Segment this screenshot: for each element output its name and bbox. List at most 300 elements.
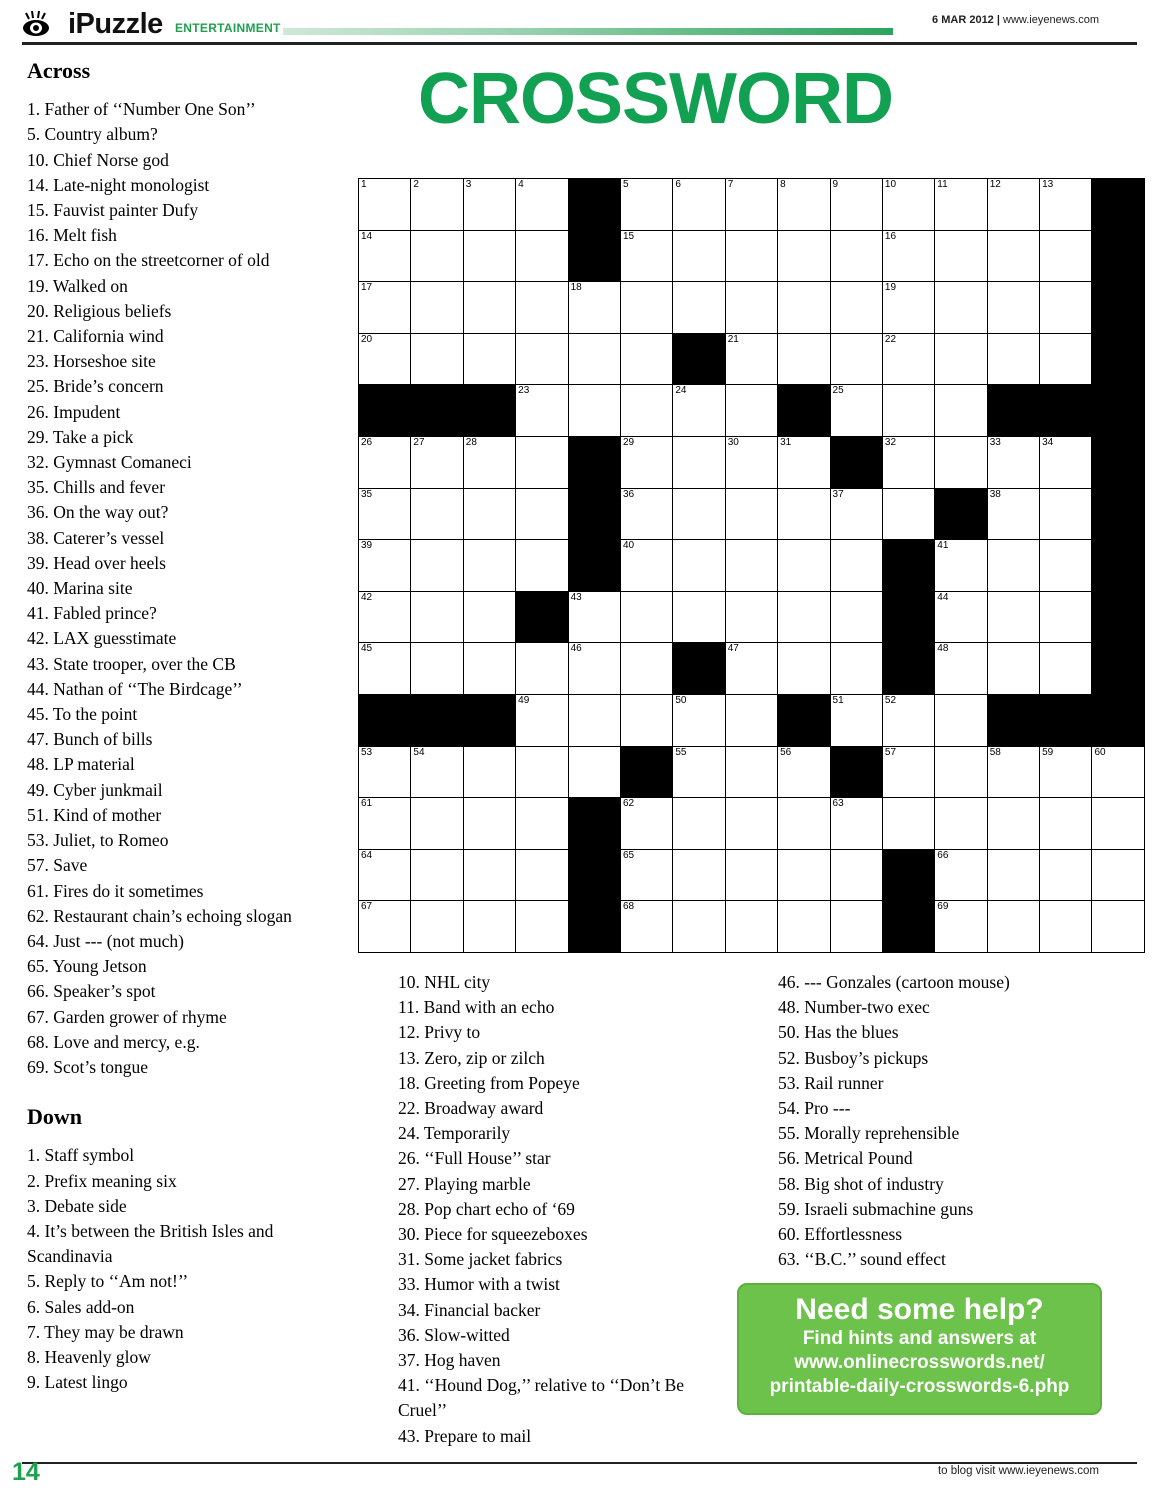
across-clue: 26. Impudent — [27, 401, 121, 422]
grid-row — [359, 591, 1145, 643]
grid-cell[interactable] — [411, 798, 463, 850]
grid-cell[interactable] — [830, 385, 882, 437]
grid-cell[interactable] — [359, 540, 411, 592]
grid-cell[interactable] — [411, 333, 463, 385]
grid-row — [359, 333, 1145, 385]
grid-cell[interactable] — [411, 488, 463, 540]
grid-cell[interactable] — [411, 849, 463, 901]
grid-cell[interactable] — [935, 643, 987, 695]
grid-cell[interactable] — [620, 643, 672, 695]
grid-cell[interactable] — [568, 591, 620, 643]
grid-cell[interactable] — [463, 849, 515, 901]
grid-cell[interactable] — [882, 798, 934, 850]
grid-cell[interactable] — [830, 591, 882, 643]
header-date: 6 MAR 2012 — [932, 14, 994, 26]
grid-cell[interactable] — [935, 333, 987, 385]
grid-row — [359, 694, 1145, 746]
grid-cell[interactable] — [411, 746, 463, 798]
grid-cell[interactable] — [359, 901, 411, 953]
across-clue: 38. Caterer’s vessel — [27, 527, 165, 548]
grid-cell[interactable] — [673, 901, 725, 953]
grid-cell[interactable] — [987, 488, 1039, 540]
header-divider — [22, 42, 1137, 45]
grid-cell[interactable] — [1040, 333, 1092, 385]
grid-cell-number: 46 — [570, 643, 582, 655]
grid-cell-block — [568, 488, 620, 540]
grid-cell[interactable] — [568, 282, 620, 334]
grid-cell[interactable] — [516, 798, 568, 850]
grid-cell-block — [1092, 333, 1144, 385]
grid-cell[interactable] — [778, 901, 830, 953]
grid-cell[interactable] — [359, 282, 411, 334]
grid-cell-number: 26 — [361, 436, 373, 448]
across-clue: 43. State trooper, over the CB — [27, 653, 236, 674]
grid-cell-block — [1092, 540, 1144, 592]
grid-cell-number: 44 — [937, 591, 949, 603]
grid-cell[interactable] — [830, 230, 882, 282]
help-box[interactable] — [737, 1283, 1102, 1415]
grid-cell-number: 9 — [832, 179, 839, 190]
grid-cell-block — [568, 230, 620, 282]
grid-cell[interactable] — [1092, 849, 1144, 901]
grid-cell[interactable] — [935, 591, 987, 643]
grid-cell-number: 36 — [622, 488, 635, 500]
grid-cell[interactable] — [620, 849, 672, 901]
grid-cell[interactable] — [935, 798, 987, 850]
grid-cell[interactable] — [778, 643, 830, 695]
grid-cell[interactable] — [1092, 746, 1144, 798]
across-clue: 41. Fabled prince? — [27, 603, 157, 624]
grid-cell[interactable] — [463, 230, 515, 282]
crossword-grid-table[interactable] — [358, 178, 1145, 953]
down-clue: 53. Rail runner — [778, 1072, 884, 1093]
grid-cell[interactable] — [935, 230, 987, 282]
grid-cell[interactable] — [987, 849, 1039, 901]
grid-cell[interactable] — [516, 540, 568, 592]
down-clue: 26. ‘‘Full House’’ star — [398, 1148, 551, 1169]
grid-cell[interactable] — [620, 179, 672, 231]
across-heading: Across — [27, 58, 91, 83]
grid-cell-block — [673, 643, 725, 695]
down-heading: Down — [27, 1104, 83, 1130]
grid-cell[interactable] — [516, 230, 568, 282]
grid-cell[interactable] — [1040, 540, 1092, 592]
grid-cell-block — [882, 901, 934, 953]
grid-cell-block — [516, 591, 568, 643]
grid-cell[interactable] — [778, 540, 830, 592]
across-clue: 29. Take a pick — [27, 426, 134, 447]
down-clue: 63. ‘‘B.C.’’ sound effect — [778, 1249, 946, 1270]
grid-cell-number: 50 — [675, 694, 687, 706]
grid-cell[interactable] — [1092, 901, 1144, 953]
grid-cell[interactable] — [935, 179, 987, 231]
grid-cell[interactable] — [673, 436, 725, 488]
across-clue: 20. Religious beliefs — [27, 300, 172, 321]
grid-cell[interactable] — [673, 282, 725, 334]
grid-cell[interactable] — [620, 488, 672, 540]
grid-cell[interactable] — [987, 798, 1039, 850]
grid-cell[interactable] — [1040, 643, 1092, 695]
across-clue: 40. Marina site — [27, 578, 133, 599]
grid-cell-block — [463, 385, 515, 437]
grid-cell[interactable] — [463, 901, 515, 953]
grid-cell[interactable] — [725, 849, 777, 901]
grid-cell[interactable] — [411, 540, 463, 592]
grid-cell-number: 65 — [622, 849, 635, 861]
across-clue: 61. Fires do it sometimes — [27, 880, 204, 901]
grid-cell[interactable] — [778, 282, 830, 334]
grid-row — [359, 901, 1145, 953]
grid-cell[interactable] — [830, 694, 882, 746]
help-line-3[interactable]: printable-daily-crosswords-6.php — [769, 1376, 1070, 1397]
grid-cell[interactable] — [516, 282, 568, 334]
grid-cell-number: 33 — [989, 436, 1001, 448]
grid-cell[interactable] — [673, 540, 725, 592]
grid-cell[interactable] — [359, 488, 411, 540]
down-clue: 9. Latest lingo — [27, 1372, 128, 1393]
crossword-grid[interactable] — [358, 178, 1145, 953]
grid-cell-number: 17 — [361, 282, 373, 294]
grid-cell[interactable] — [463, 643, 515, 695]
grid-cell[interactable] — [935, 540, 987, 592]
grid-cell[interactable] — [359, 746, 411, 798]
grid-cell-block — [1092, 230, 1144, 282]
grid-cell[interactable] — [411, 901, 463, 953]
grid-row — [359, 540, 1145, 592]
down-clue: 58. Big shot of industry — [778, 1173, 944, 1194]
grid-cell[interactable] — [987, 540, 1039, 592]
grid-cell[interactable] — [359, 333, 411, 385]
grid-cell[interactable] — [935, 694, 987, 746]
grid-cell[interactable] — [935, 901, 987, 953]
section-label: ENTERTAINMENT — [175, 21, 281, 35]
grid-cell[interactable] — [411, 282, 463, 334]
grid-cell[interactable] — [987, 436, 1039, 488]
grid-cell[interactable] — [882, 746, 934, 798]
across-clue: 19. Walked on — [27, 275, 128, 296]
grid-cell-block — [463, 694, 515, 746]
grid-cell[interactable] — [1040, 436, 1092, 488]
grid-cell[interactable] — [359, 436, 411, 488]
grid-cell[interactable] — [725, 436, 777, 488]
grid-cell[interactable] — [516, 385, 568, 437]
grid-cell[interactable] — [463, 282, 515, 334]
grid-cell-number: 31 — [780, 436, 792, 448]
grid-cell[interactable] — [778, 333, 830, 385]
grid-cell-number: 19 — [884, 282, 897, 294]
grid-cell[interactable] — [620, 694, 672, 746]
grid-cell[interactable] — [1092, 798, 1144, 850]
grid-cell-number: 37 — [832, 488, 844, 500]
grid-cell-block — [987, 385, 1039, 437]
grid-cell[interactable] — [882, 333, 934, 385]
grid-cell[interactable] — [568, 385, 620, 437]
grid-cell[interactable] — [620, 282, 672, 334]
down-clue: 1. Staff symbol — [27, 1145, 135, 1166]
grid-cell[interactable] — [463, 436, 515, 488]
grid-cell[interactable] — [516, 488, 568, 540]
grid-cell[interactable] — [725, 901, 777, 953]
grid-cell-number: 30 — [727, 436, 739, 448]
grid-cell-number: 27 — [413, 436, 425, 448]
across-clue: 68. Love and mercy, e.g. — [27, 1031, 200, 1052]
grid-cell-number: 38 — [989, 488, 1001, 500]
grid-cell[interactable] — [778, 849, 830, 901]
grid-cell[interactable] — [673, 798, 725, 850]
grid-cell[interactable] — [725, 591, 777, 643]
grid-cell[interactable] — [359, 179, 411, 231]
grid-cell[interactable] — [830, 798, 882, 850]
grid-row — [359, 436, 1145, 488]
grid-cell[interactable] — [673, 849, 725, 901]
grid-cell-block — [778, 694, 830, 746]
grid-cell[interactable] — [725, 540, 777, 592]
grid-cell[interactable] — [1040, 901, 1092, 953]
grid-cell[interactable] — [620, 591, 672, 643]
grid-cell[interactable] — [463, 798, 515, 850]
grid-cell[interactable] — [882, 282, 934, 334]
grid-cell[interactable] — [568, 694, 620, 746]
grid-cell[interactable] — [463, 591, 515, 643]
grid-cell[interactable] — [882, 694, 934, 746]
grid-cell[interactable] — [1040, 488, 1092, 540]
down-clue: 13. Zero, zip or zilch — [398, 1047, 545, 1068]
grid-cell[interactable] — [987, 643, 1039, 695]
grid-cell[interactable] — [620, 540, 672, 592]
grid-cell-block — [1092, 488, 1144, 540]
across-clue: 14. Late-night monologist — [27, 174, 210, 195]
grid-cell-number: 67 — [361, 901, 373, 913]
grid-cell[interactable] — [1040, 282, 1092, 334]
grid-cell[interactable] — [987, 282, 1039, 334]
grid-cell[interactable] — [987, 179, 1039, 231]
grid-cell-number: 51 — [832, 694, 844, 706]
across-clue: 21. California wind — [27, 326, 164, 347]
grid-cell[interactable] — [673, 179, 725, 231]
grid-cell[interactable] — [620, 901, 672, 953]
grid-cell[interactable] — [830, 849, 882, 901]
across-clue: 48. LP material — [27, 754, 135, 775]
across-clue: 49. Cyber junkmail — [27, 779, 163, 800]
grid-cell[interactable] — [1040, 849, 1092, 901]
grid-cell[interactable] — [725, 694, 777, 746]
grid-cell[interactable] — [882, 179, 934, 231]
brand-title: iPuzzle — [68, 8, 163, 40]
grid-cell[interactable] — [725, 385, 777, 437]
grid-cell-block — [1092, 694, 1144, 746]
down-clue: 3. Debate side — [27, 1195, 127, 1216]
grid-cell[interactable] — [1040, 591, 1092, 643]
grid-cell-block — [882, 643, 934, 695]
grid-cell[interactable] — [882, 230, 934, 282]
grid-cell[interactable] — [778, 591, 830, 643]
grid-cell[interactable] — [935, 849, 987, 901]
grid-cell[interactable] — [987, 333, 1039, 385]
grid-cell[interactable] — [516, 333, 568, 385]
grid-cell[interactable] — [463, 333, 515, 385]
across-clue: 67. Garden grower of rhyme — [27, 1006, 227, 1027]
across-clue: 69. Scot’s tongue — [27, 1056, 149, 1077]
down-clue: 5. Reply to ‘‘Am not!’’ — [27, 1271, 189, 1292]
grid-cell-number: 52 — [884, 694, 897, 706]
across-clue: 57. Save — [27, 855, 88, 876]
grid-cell[interactable] — [673, 694, 725, 746]
grid-cell-number: 5 — [622, 179, 629, 190]
down-clue: 28. Pop chart echo of ‘69 — [398, 1198, 575, 1219]
grid-cell-block — [1092, 179, 1144, 231]
grid-row — [359, 643, 1145, 695]
grid-cell[interactable] — [725, 643, 777, 695]
grid-cell[interactable] — [778, 230, 830, 282]
help-line-2[interactable]: www.onlinecrosswords.net/ — [794, 1352, 1045, 1373]
grid-cell[interactable] — [568, 643, 620, 695]
grid-cell[interactable] — [935, 436, 987, 488]
down-clues-column-right — [778, 970, 1098, 1272]
grid-cell[interactable] — [359, 849, 411, 901]
grid-cell[interactable] — [725, 333, 777, 385]
grid-cell-number: 18 — [570, 282, 582, 294]
grid-cell-number: 23 — [518, 385, 530, 397]
down-clue: 18. Greeting from Popeye — [398, 1072, 580, 1093]
grid-cell[interactable] — [778, 436, 830, 488]
grid-cell[interactable] — [935, 746, 987, 798]
grid-cell[interactable] — [725, 230, 777, 282]
grid-cell-block — [568, 179, 620, 231]
grid-cell[interactable] — [987, 901, 1039, 953]
grid-cell-number: 66 — [937, 849, 949, 861]
grid-cell[interactable] — [882, 385, 934, 437]
grid-cell[interactable] — [463, 540, 515, 592]
grid-cell[interactable] — [516, 179, 568, 231]
grid-cell-number: 35 — [361, 488, 373, 500]
header-meta — [932, 14, 1099, 26]
grid-cell[interactable] — [620, 385, 672, 437]
grid-cell[interactable] — [778, 746, 830, 798]
grid-cell[interactable] — [359, 798, 411, 850]
grid-cell[interactable] — [516, 436, 568, 488]
grid-cell[interactable] — [725, 282, 777, 334]
footer-text[interactable]: to blog visit www.ieyenews.com — [937, 1465, 1099, 1477]
page-number: 14 — [12, 1458, 40, 1486]
grid-cell[interactable] — [1040, 798, 1092, 850]
down-clue: 50. Has the blues — [778, 1022, 899, 1043]
grid-cell[interactable] — [830, 901, 882, 953]
down-clue: 8. Heavenly glow — [27, 1346, 151, 1367]
grid-cell[interactable] — [725, 179, 777, 231]
down-clue: 4. It’s between the British Isles and Scandinavia — [27, 1220, 274, 1267]
grid-cell[interactable] — [516, 694, 568, 746]
grid-cell[interactable] — [411, 179, 463, 231]
grid-cell[interactable] — [830, 488, 882, 540]
grid-row — [359, 179, 1145, 231]
grid-cell[interactable] — [673, 488, 725, 540]
grid-cell[interactable] — [935, 385, 987, 437]
grid-cell-number: 2 — [413, 179, 419, 190]
grid-cell-block — [359, 694, 411, 746]
grid-cell[interactable] — [411, 436, 463, 488]
grid-cell-number: 25 — [832, 385, 844, 397]
grid-cell[interactable] — [882, 436, 934, 488]
grid-cell[interactable] — [830, 643, 882, 695]
grid-cell[interactable] — [830, 179, 882, 231]
grid-cell[interactable] — [778, 179, 830, 231]
grid-cell-block — [620, 746, 672, 798]
grid-cell[interactable] — [411, 230, 463, 282]
grid-cell[interactable] — [1040, 179, 1092, 231]
grid-cell[interactable] — [620, 333, 672, 385]
grid-cell[interactable] — [359, 643, 411, 695]
grid-cell[interactable] — [830, 540, 882, 592]
across-clue: 35. Chills and fever — [27, 477, 166, 498]
grid-cell[interactable] — [359, 230, 411, 282]
grid-cell-number: 1 — [361, 179, 367, 190]
down-clue: 2. Prefix meaning six — [27, 1170, 177, 1191]
grid-cell[interactable] — [620, 798, 672, 850]
grid-cell[interactable] — [463, 488, 515, 540]
grid-cell[interactable] — [568, 333, 620, 385]
grid-cell[interactable] — [516, 901, 568, 953]
down-clue: 11. Band with an echo — [398, 997, 555, 1018]
grid-cell-block — [568, 901, 620, 953]
grid-cell[interactable] — [935, 282, 987, 334]
grid-cell[interactable] — [620, 436, 672, 488]
grid-row — [359, 230, 1145, 282]
grid-cell[interactable] — [568, 746, 620, 798]
grid-cell[interactable] — [673, 746, 725, 798]
grid-cell[interactable] — [778, 798, 830, 850]
grid-cell[interactable] — [882, 488, 934, 540]
grid-cell-number: 15 — [622, 230, 635, 242]
grid-cell[interactable] — [463, 746, 515, 798]
grid-cell-number: 59 — [1042, 746, 1054, 758]
grid-cell[interactable] — [725, 746, 777, 798]
grid-cell[interactable] — [987, 591, 1039, 643]
grid-cell-number: 45 — [361, 643, 373, 655]
grid-cell[interactable] — [987, 746, 1039, 798]
grid-cell[interactable] — [830, 333, 882, 385]
grid-cell[interactable] — [725, 798, 777, 850]
grid-cell[interactable] — [725, 488, 777, 540]
grid-cell[interactable] — [411, 591, 463, 643]
down-clue: 54. Pro --- — [778, 1098, 851, 1119]
grid-cell[interactable] — [516, 849, 568, 901]
grid-cell[interactable] — [463, 179, 515, 231]
header-url[interactable]: www.ieyenews.com — [1003, 14, 1099, 26]
grid-cell[interactable] — [987, 230, 1039, 282]
grid-cell[interactable] — [673, 230, 725, 282]
grid-cell[interactable] — [620, 230, 672, 282]
grid-cell[interactable] — [673, 385, 725, 437]
grid-cell-number: 63 — [832, 798, 844, 810]
grid-cell[interactable] — [411, 643, 463, 695]
grid-cell-number: 11 — [937, 179, 948, 190]
grid-cell[interactable] — [516, 746, 568, 798]
grid-cell[interactable] — [1040, 746, 1092, 798]
grid-cell[interactable] — [830, 282, 882, 334]
grid-cell-number: 20 — [361, 333, 373, 345]
grid-cell-block — [411, 694, 463, 746]
down-clue: 34. Financial backer — [398, 1299, 541, 1320]
grid-cell[interactable] — [673, 591, 725, 643]
grid-cell-block — [411, 385, 463, 437]
across-clue: 64. Just --- (not much) — [27, 930, 184, 951]
grid-cell[interactable] — [516, 643, 568, 695]
grid-cell-number: 8 — [780, 179, 786, 190]
across-clue: 10. Chief Norse god — [27, 149, 169, 170]
grid-cell[interactable] — [359, 591, 411, 643]
grid-cell[interactable] — [1040, 230, 1092, 282]
grid-cell[interactable] — [778, 488, 830, 540]
